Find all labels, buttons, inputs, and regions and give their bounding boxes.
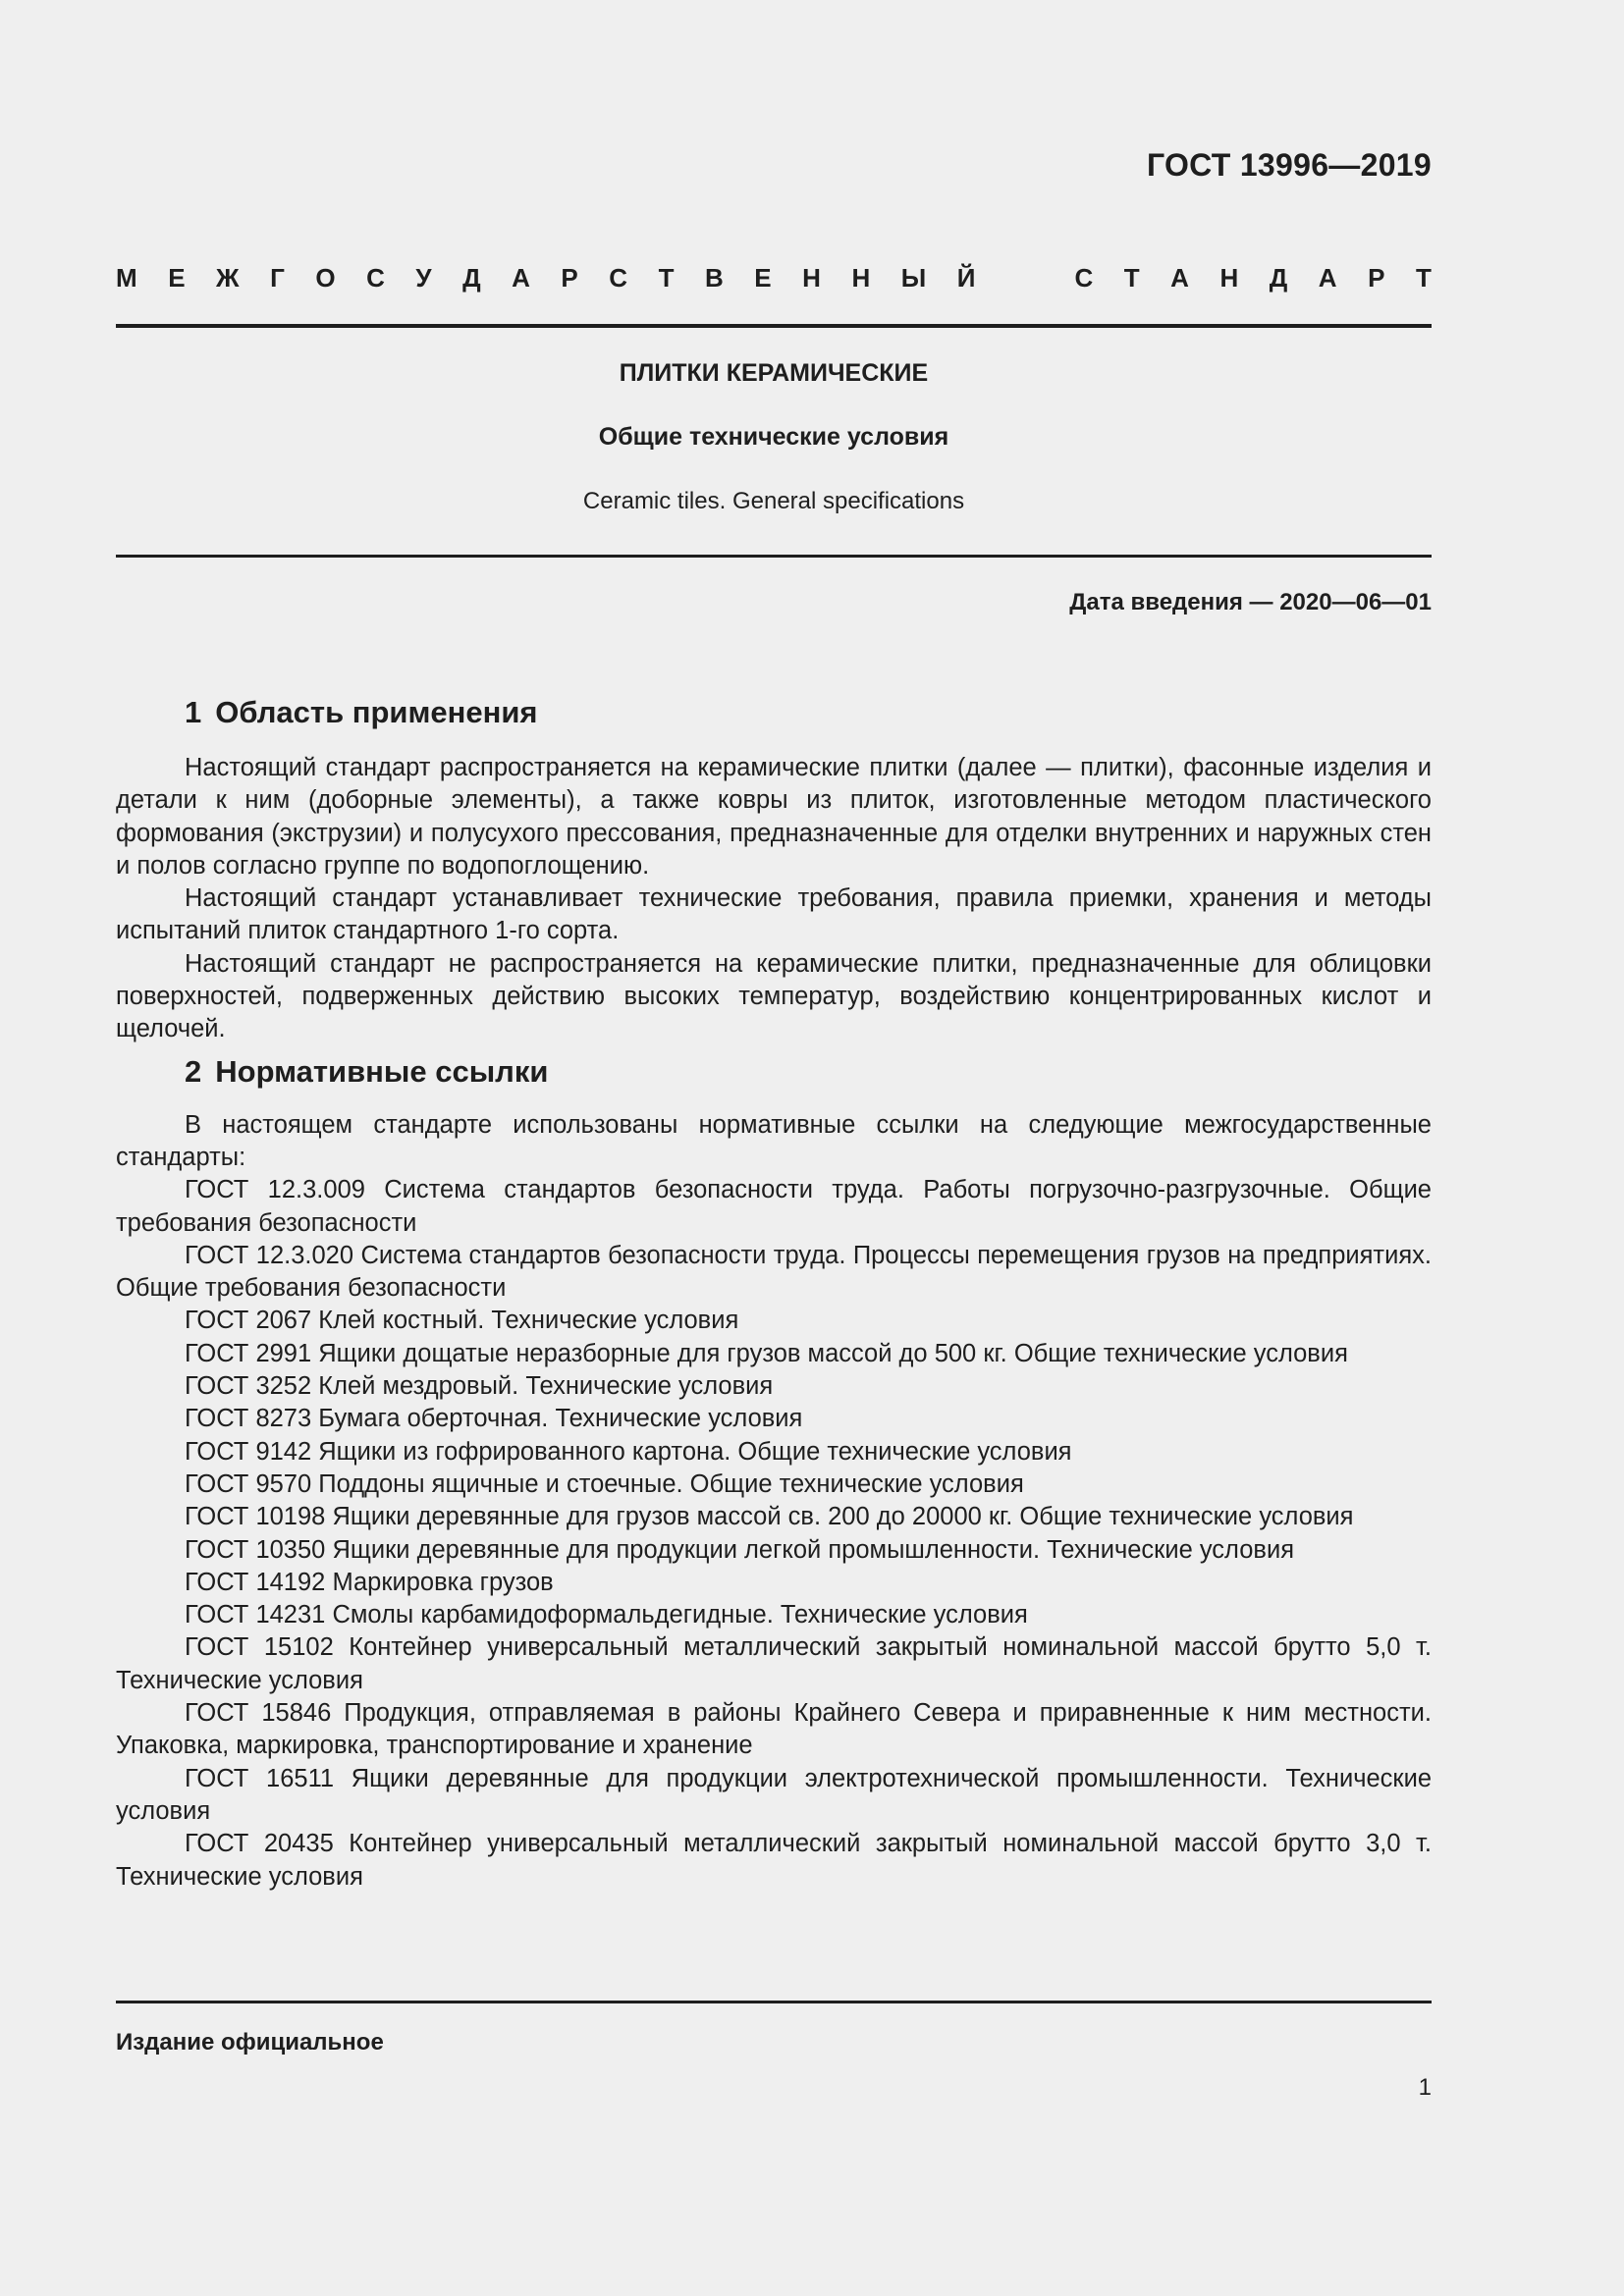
- reference-title: Контейнер универсальный металлический закрытый номинальной массой брутто 3,0 т. Технические условия: [116, 1830, 1432, 1891]
- reference-code: ГОСТ 12.3.020: [185, 1241, 354, 1269]
- interstate-letter: Й: [956, 263, 976, 293]
- reference-title: Система стандартов безопасности труда. Работы погрузочно-разгрузочные. Общие требования безопасности: [116, 1176, 1432, 1237]
- reference-code: ГОСТ 15102: [185, 1633, 334, 1662]
- section-heading: [116, 687, 1432, 738]
- interstate-letter: Е: [754, 263, 772, 293]
- reference-item: [116, 1468, 1432, 1501]
- reference-title: Система стандартов безопасности труда. Процессы перемещения грузов на предприятиях. Общие требования безопасности: [116, 1241, 1432, 1303]
- interstate-letter: Г: [270, 263, 285, 293]
- reference-code: ГОСТ 2067: [185, 1307, 312, 1335]
- reference-item: [116, 1436, 1432, 1468]
- title-rule: [116, 555, 1432, 558]
- reference-item: [116, 1697, 1432, 1763]
- reference-title: Маркировка грузов: [332, 1568, 554, 1596]
- reference-title: Контейнер универсальный металлический закрытый номинальной массой брутто 5,0 т. Технические условия: [116, 1633, 1432, 1694]
- section-number: 2: [185, 1053, 202, 1089]
- standard-letter: Н: [1219, 263, 1239, 293]
- reference-code: ГОСТ 8273: [185, 1405, 312, 1433]
- standard-number: ГОСТ 13996—2019: [1146, 147, 1432, 183]
- reference-item: [116, 1240, 1432, 1306]
- reference-item: [116, 1403, 1432, 1435]
- reference-code: ГОСТ 16511: [185, 1764, 335, 1792]
- reference-title: Ящики из гофрированного картона. Общие технические условия: [318, 1437, 1072, 1466]
- interstate-letter: Е: [168, 263, 186, 293]
- reference-title: Ящики деревянные для продукции легкой промышленности. Технические условия: [332, 1535, 1294, 1564]
- standard-letter: Д: [1269, 263, 1288, 293]
- reference-item: [116, 1631, 1432, 1697]
- reference-code: ГОСТ 10198: [185, 1503, 326, 1531]
- reference-item: [116, 1763, 1432, 1829]
- document-title-english: Ceramic tiles. General specifications: [582, 488, 965, 514]
- official-edition-label: Издание официальное: [116, 2029, 384, 2056]
- reference-item: [116, 1567, 1432, 1599]
- section-1-content: [116, 752, 1432, 1046]
- reference-code: ГОСТ 2991: [185, 1339, 312, 1367]
- reference-code: ГОСТ 14192: [185, 1568, 326, 1596]
- footer-rule: [116, 2001, 1432, 2003]
- page-number: 1: [1418, 2074, 1432, 2101]
- section-number: 1: [185, 695, 202, 729]
- interstate-letter: М: [116, 263, 137, 293]
- introduction-date: Дата введения — 2020—06—01: [1069, 589, 1432, 615]
- section-title: Нормативные ссылки: [215, 1053, 549, 1089]
- standard-letter: А: [1170, 263, 1189, 293]
- interstate-standard-heading: [116, 263, 1432, 294]
- paragraph: Настоящий стандарт распространяется на керамические плитки (далее — плитки), фасонные изделия и детали к ним (доборные элементы), а также ковры из плиток, изготовленные методом пластического формования (экструзии) и полусухого прессования, предназначенные для отделки внутренних и наружных стен и полов согласно группе по водопоглощению.: [116, 754, 1432, 880]
- standard-letter: Т: [1415, 263, 1432, 293]
- standard-letter: Р: [1368, 263, 1385, 293]
- reference-code: ГОСТ 15846: [185, 1699, 332, 1728]
- section-2-content: [116, 1109, 1432, 1894]
- standard-letter: С: [1074, 263, 1094, 293]
- interstate-letter: А: [512, 263, 530, 293]
- reference-item: [116, 1534, 1432, 1567]
- standard-letter: Т: [1123, 263, 1140, 293]
- reference-item: [116, 1828, 1432, 1894]
- reference-item: [116, 1338, 1432, 1370]
- interstate-letter: Д: [462, 263, 481, 293]
- reference-title: Ящики деревянные для продукции электротехнической промышленности. Технические условия: [116, 1764, 1432, 1825]
- interstate-letter: В: [704, 263, 724, 293]
- reference-item: [116, 1305, 1432, 1337]
- paragraph: Настоящий стандарт устанавливает технические требования, правила приемки, хранения и методы испытаний плиток стандартного 1-го сорта.: [116, 884, 1432, 945]
- interstate-letter: О: [315, 263, 336, 293]
- interstate-letter: Р: [561, 263, 578, 293]
- word-gap: [1006, 263, 1044, 294]
- section-title: Область применения: [215, 695, 538, 729]
- standard-letter: А: [1318, 263, 1337, 293]
- reference-code: ГОСТ 12.3.009: [185, 1176, 365, 1204]
- interstate-letter: Н: [851, 263, 871, 293]
- reference-item: [116, 1599, 1432, 1631]
- interstate-letter: Т: [658, 263, 675, 293]
- reference-code: ГОСТ 3252: [185, 1372, 312, 1401]
- reference-title: Ящики деревянные для грузов массой св. 200 до 20000 кг. Общие технические условия: [332, 1503, 1354, 1531]
- document-subtitle: Общие технические условия: [598, 423, 949, 451]
- reference-item: [116, 1174, 1432, 1240]
- paragraph: Настоящий стандарт не распространяется на керамические плитки, предназначенные для облицовки поверхностей, подверженных действию высоких температур, воздействию концентрированных кислот и щелочей.: [116, 949, 1432, 1043]
- reference-title: Смолы карбамидоформальдегидные. Технические условия: [332, 1601, 1028, 1629]
- paragraph: В настоящем стандарте использованы нормативные ссылки на следующие межгосударственные стандарты:: [116, 1110, 1432, 1171]
- reference-title: Клей мездровый. Технические условия: [318, 1372, 774, 1401]
- interstate-letter: С: [609, 263, 628, 293]
- reference-code: ГОСТ 10350: [185, 1535, 326, 1564]
- reference-title: Продукция, отправляемая в районы Крайнего Севера и приравненные к ним местности. Упаковка, маркировка, транспортирование и хранение: [116, 1699, 1432, 1760]
- interstate-letter: С: [366, 263, 385, 293]
- interstate-letter: У: [415, 263, 432, 293]
- interstate-letter: Ы: [900, 263, 927, 293]
- reference-title: Бумага оберточная. Технические условия: [318, 1405, 803, 1433]
- interstate-letter: Н: [802, 263, 821, 293]
- section-heading: [116, 1046, 1432, 1097]
- document-title: ПЛИТКИ КЕРАМИЧЕСКИЕ: [619, 359, 929, 387]
- reference-title: Поддоны ящичные и стоечные. Общие технические условия: [318, 1469, 1024, 1498]
- reference-code: ГОСТ 9142: [185, 1437, 312, 1466]
- reference-code: ГОСТ 14231: [185, 1601, 326, 1629]
- interstate-letter: Ж: [216, 263, 240, 293]
- document-body: [116, 687, 1432, 1894]
- reference-title: Клей костный. Технические условия: [318, 1307, 739, 1335]
- header-rule: [116, 324, 1432, 328]
- reference-title: Ящики дощатые неразборные для грузов массой до 500 кг. Общие технические условия: [318, 1339, 1348, 1367]
- reference-item: [116, 1370, 1432, 1403]
- reference-item: [116, 1501, 1432, 1533]
- reference-code: ГОСТ 9570: [185, 1469, 312, 1498]
- reference-code: ГОСТ 20435: [185, 1830, 334, 1858]
